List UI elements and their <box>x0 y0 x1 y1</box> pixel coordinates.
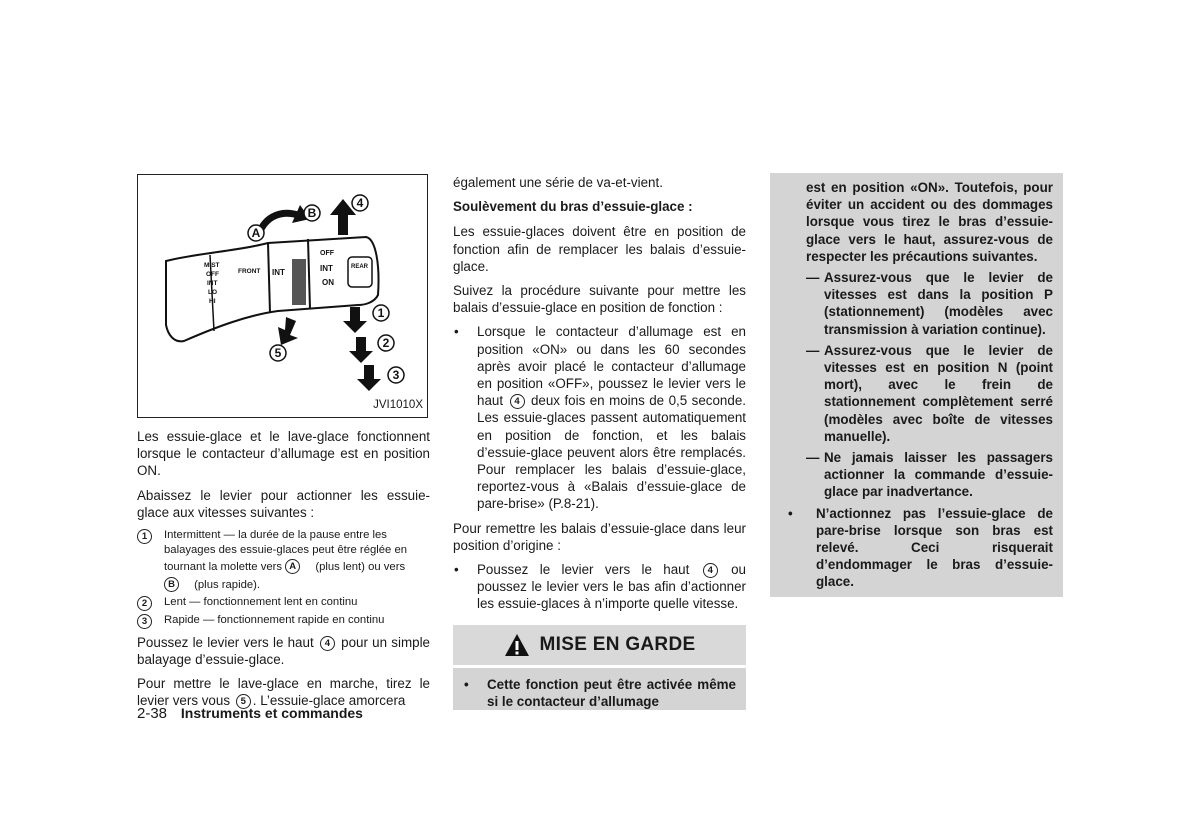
dash-text: Assurez-vous que le levier de vitesses est en position N (point mort), avec le frein de stationnement complètement serré (modèles avec boîte de vitesses manuelle). <box>824 342 1053 444</box>
warning-list <box>780 505 1053 591</box>
continued-text: également une série de va-et-vient. <box>453 175 663 190</box>
warning-header <box>453 625 746 665</box>
arrow-pull-icon <box>278 317 298 345</box>
stalk-label: INT <box>320 264 333 273</box>
callout-a-ref: A <box>285 559 300 574</box>
list-item <box>453 561 746 613</box>
dash-text: Ne jamais laisser les passagers actionner la commande d’essuie-glace par inadvertance. <box>824 450 1053 500</box>
speed-item <box>137 595 430 611</box>
column-2 <box>453 174 746 710</box>
stalk-label: LO <box>208 289 218 296</box>
stalk-label: REAR <box>351 264 369 270</box>
step-number: 1 <box>137 529 152 544</box>
speed-text: Rapide — fonctionnement rapide en continu <box>164 613 385 626</box>
text: pour un simple balayage d’essuie-glace. <box>137 634 430 668</box>
speed-item <box>137 528 430 593</box>
callout-4-ref: 4 <box>510 394 525 409</box>
warning-continued-box <box>770 173 1063 597</box>
wiper-lever-illustration <box>138 175 427 417</box>
stalk-label: MIST <box>204 262 220 269</box>
speed-text: Intermittent — la durée de la pause entre les balayages des essuie-glaces peut être réglée en tournant la molette vers <box>164 529 408 574</box>
text: deux fois en moins de 0,5 seconde. Les essuie-glaces passent automatiquement en position de fonction, et les balais d’essuie-glace peuvent alors être remplacés. Pour remplacer les balais d’essuie-glace, reportez-vous à «Balais d’essuie-glace de pare-brise» (P.8-21). <box>477 393 746 512</box>
text: Lorsque le contacteur d’allumage est en position «ON» ou dans les 60 secondes après avoir placé le contacteur d’allumage en position «OFF», poussez le levier vers le haut <box>477 324 746 409</box>
callout-4: 4 <box>356 196 364 210</box>
section-heading: Soulèvement du bras d’essuie-glace : <box>453 199 693 215</box>
callout-4-ref: 4 <box>703 563 718 578</box>
callout-a: A <box>251 226 261 240</box>
speed-text: (plus rapide). <box>194 578 261 591</box>
warning-title: MISE EN GARDE <box>539 634 696 656</box>
text: Poussez le levier vers le haut <box>477 562 690 578</box>
callout-3: 3 <box>392 368 400 382</box>
bullet-list <box>453 323 746 512</box>
step-number: 3 <box>137 614 152 629</box>
warning-item: • N’actionnez pas l’essuie-glace de pare-brise lorsque son bras est relevé. Ceci risquerait d’endommager le bras d’essuie-glace. <box>780 505 1053 591</box>
intro-paragraph: Les essuie-glace et le lave-glace fonctionnent lorsque le contacteur d’allumage est en position ON. <box>137 429 430 479</box>
stalk-label: FRONT <box>238 268 261 275</box>
stalk-label: OFF <box>206 271 219 278</box>
warning-triangle-icon <box>504 633 530 657</box>
column-3 <box>770 173 1063 597</box>
step-number: 2 <box>137 596 152 611</box>
page-number: 2-38 <box>137 705 168 722</box>
callout-4-ref: 4 <box>320 636 335 651</box>
speed-text: Lent — fonctionnement lent en continu <box>164 595 358 608</box>
speed-item <box>137 613 430 629</box>
bullet-list <box>453 561 746 613</box>
stalk-label: INT <box>207 280 218 287</box>
warning-body <box>453 665 746 710</box>
callout-2: 2 <box>382 336 390 350</box>
page-footer <box>137 705 363 722</box>
dash-text: Assurez-vous que le levier de vitesses est dans la position P (stationnement) (modèles avec transmission à variation continue). <box>824 270 1053 337</box>
paragraph: Les essuie-glaces doivent être en position de fonction afin de remplacer les balais d’essuie-glace. <box>453 224 746 274</box>
stalk-label: INT <box>272 268 285 277</box>
warning-box <box>453 625 746 710</box>
push-up-paragraph <box>137 634 430 668</box>
stalk-label: OFF <box>320 250 334 257</box>
warning-item: • Cette fonction peut être activée même si le contacteur d’allumage <box>463 676 736 710</box>
lower-lever-paragraph: Abaissez le levier pour actionner les essuie-glace aux vitesses suivantes : <box>137 487 430 520</box>
dash-item: — Assurez-vous que le levier de vitesses est en position N (point mort), avec le frein de stationnement complètement serré (modèles avec boîte de vitesses manuelle). <box>806 342 1053 444</box>
stalk-label: HI <box>209 298 216 305</box>
text: . L’essuie-glace amorcera <box>252 693 406 709</box>
text: Poussez le levier vers le haut <box>137 634 314 650</box>
dash-item: — Assurez-vous que le levier de vitesses est dans la position P (stationnement) (modèles avec transmission à variation continue). <box>806 270 1053 337</box>
text: ou poussez le levier vers le bas afin d’actionner les essuie-glaces à n’importe quelle vitesse. <box>477 562 746 612</box>
paragraph: Pour remettre les balais d’essuie-glace dans leur position d’origine : <box>453 520 746 553</box>
callout-5: 5 <box>274 346 282 360</box>
callout-5-ref: 5 <box>236 694 251 709</box>
warning-list <box>463 676 736 710</box>
callout-b-ref: B <box>164 577 179 592</box>
section-title: Instruments et commandes <box>180 705 363 721</box>
callout-1: 1 <box>377 306 385 320</box>
list-item <box>453 323 746 512</box>
paragraph: Suivez la procédure suivante pour mettre les balais d’essuie-glace en position de fonction : <box>453 283 746 316</box>
wiper-lever-figure <box>137 174 428 418</box>
column-1 <box>137 174 430 717</box>
callout-b: B <box>307 206 317 220</box>
dash-item: — Ne jamais laisser les passagers actionner la commande d’essuie-glace par inadvertance. <box>806 450 1053 500</box>
warning-continued-text: est en position «ON». Toutefois, pour éviter un accident ou des dommages lorsque vous tirez le bras d’essuie-glace vers le haut, assurez-vous de respecter les précautions suivantes. <box>806 180 1053 264</box>
speed-text: (plus lent) ou vers <box>315 561 406 574</box>
figure-code: JVI1010X <box>373 398 423 411</box>
text: Pour mettre le lave-glace en marche, tirez le levier vers vous <box>137 676 430 709</box>
stalk-label: ON <box>322 278 334 287</box>
